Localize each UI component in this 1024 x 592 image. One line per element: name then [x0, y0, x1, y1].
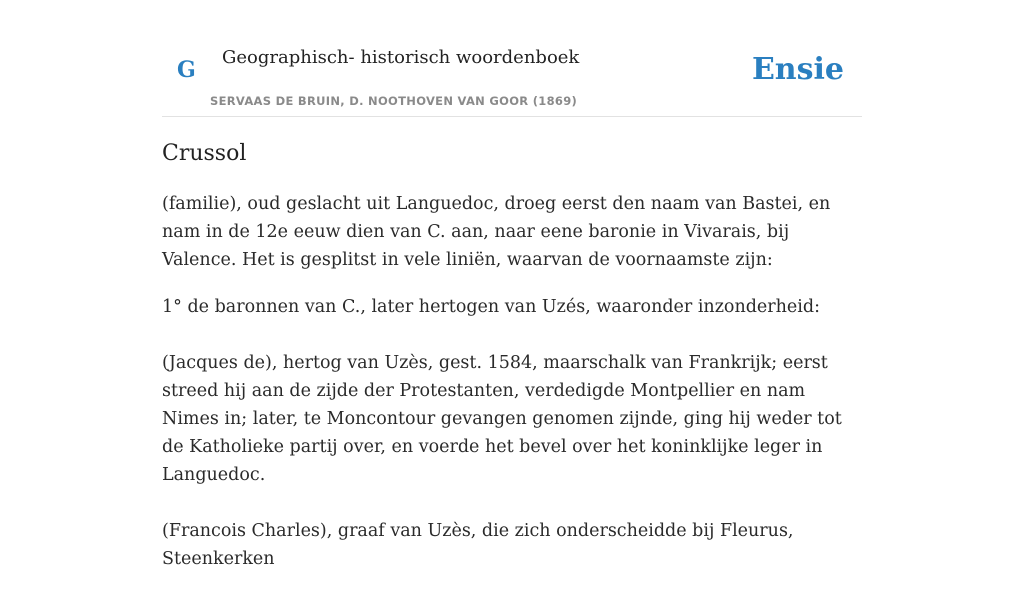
- brand-logo[interactable]: Ensie: [751, 52, 844, 87]
- entry-content: [162, 138, 862, 592]
- book-title[interactable]: Geographisch- historisch woordenboek: [222, 47, 580, 68]
- entry-paragraph: 1° de baronnen van C., later hertogen van Uzés, waaronder inzonderheid:: [162, 297, 820, 317]
- entry-paragraph: (Jacques de), hertog van Uzès, gest. 1584, maarschalk van Frankrijk; eerst streed hij aan de zijde der Protestanten, verdedigde Montpellier en nam Nimes in; later, te Moncontour gevangen genomen zijnde, ging hij weder tot de Katholieke partij over, en voerde het bevel over het koninklijke leger in Languedoc.: [162, 353, 842, 485]
- book-authors: SERVAAS DE BRUIN, D. NOOTHOVEN VAN GOOR (1869): [210, 94, 578, 108]
- entry-paragraph: (Francois Charles), graaf van Uzès, die zich onderscheidde bij Fleurus, Steenkerken: [162, 521, 794, 569]
- book-letter-icon: G: [177, 57, 196, 83]
- header: [162, 0, 862, 117]
- entry-paragraph: (familie), oud geslacht uit Languedoc, droeg eerst den naam van Bastei, en nam in de 12e eeuw dien van C. aan, naar eene baronie in Vivarais, bij Valence. Het is gesplitst in vele liniën, waarvan de voornaamste zijn:: [162, 194, 831, 270]
- entry-title: Crussol: [162, 141, 247, 166]
